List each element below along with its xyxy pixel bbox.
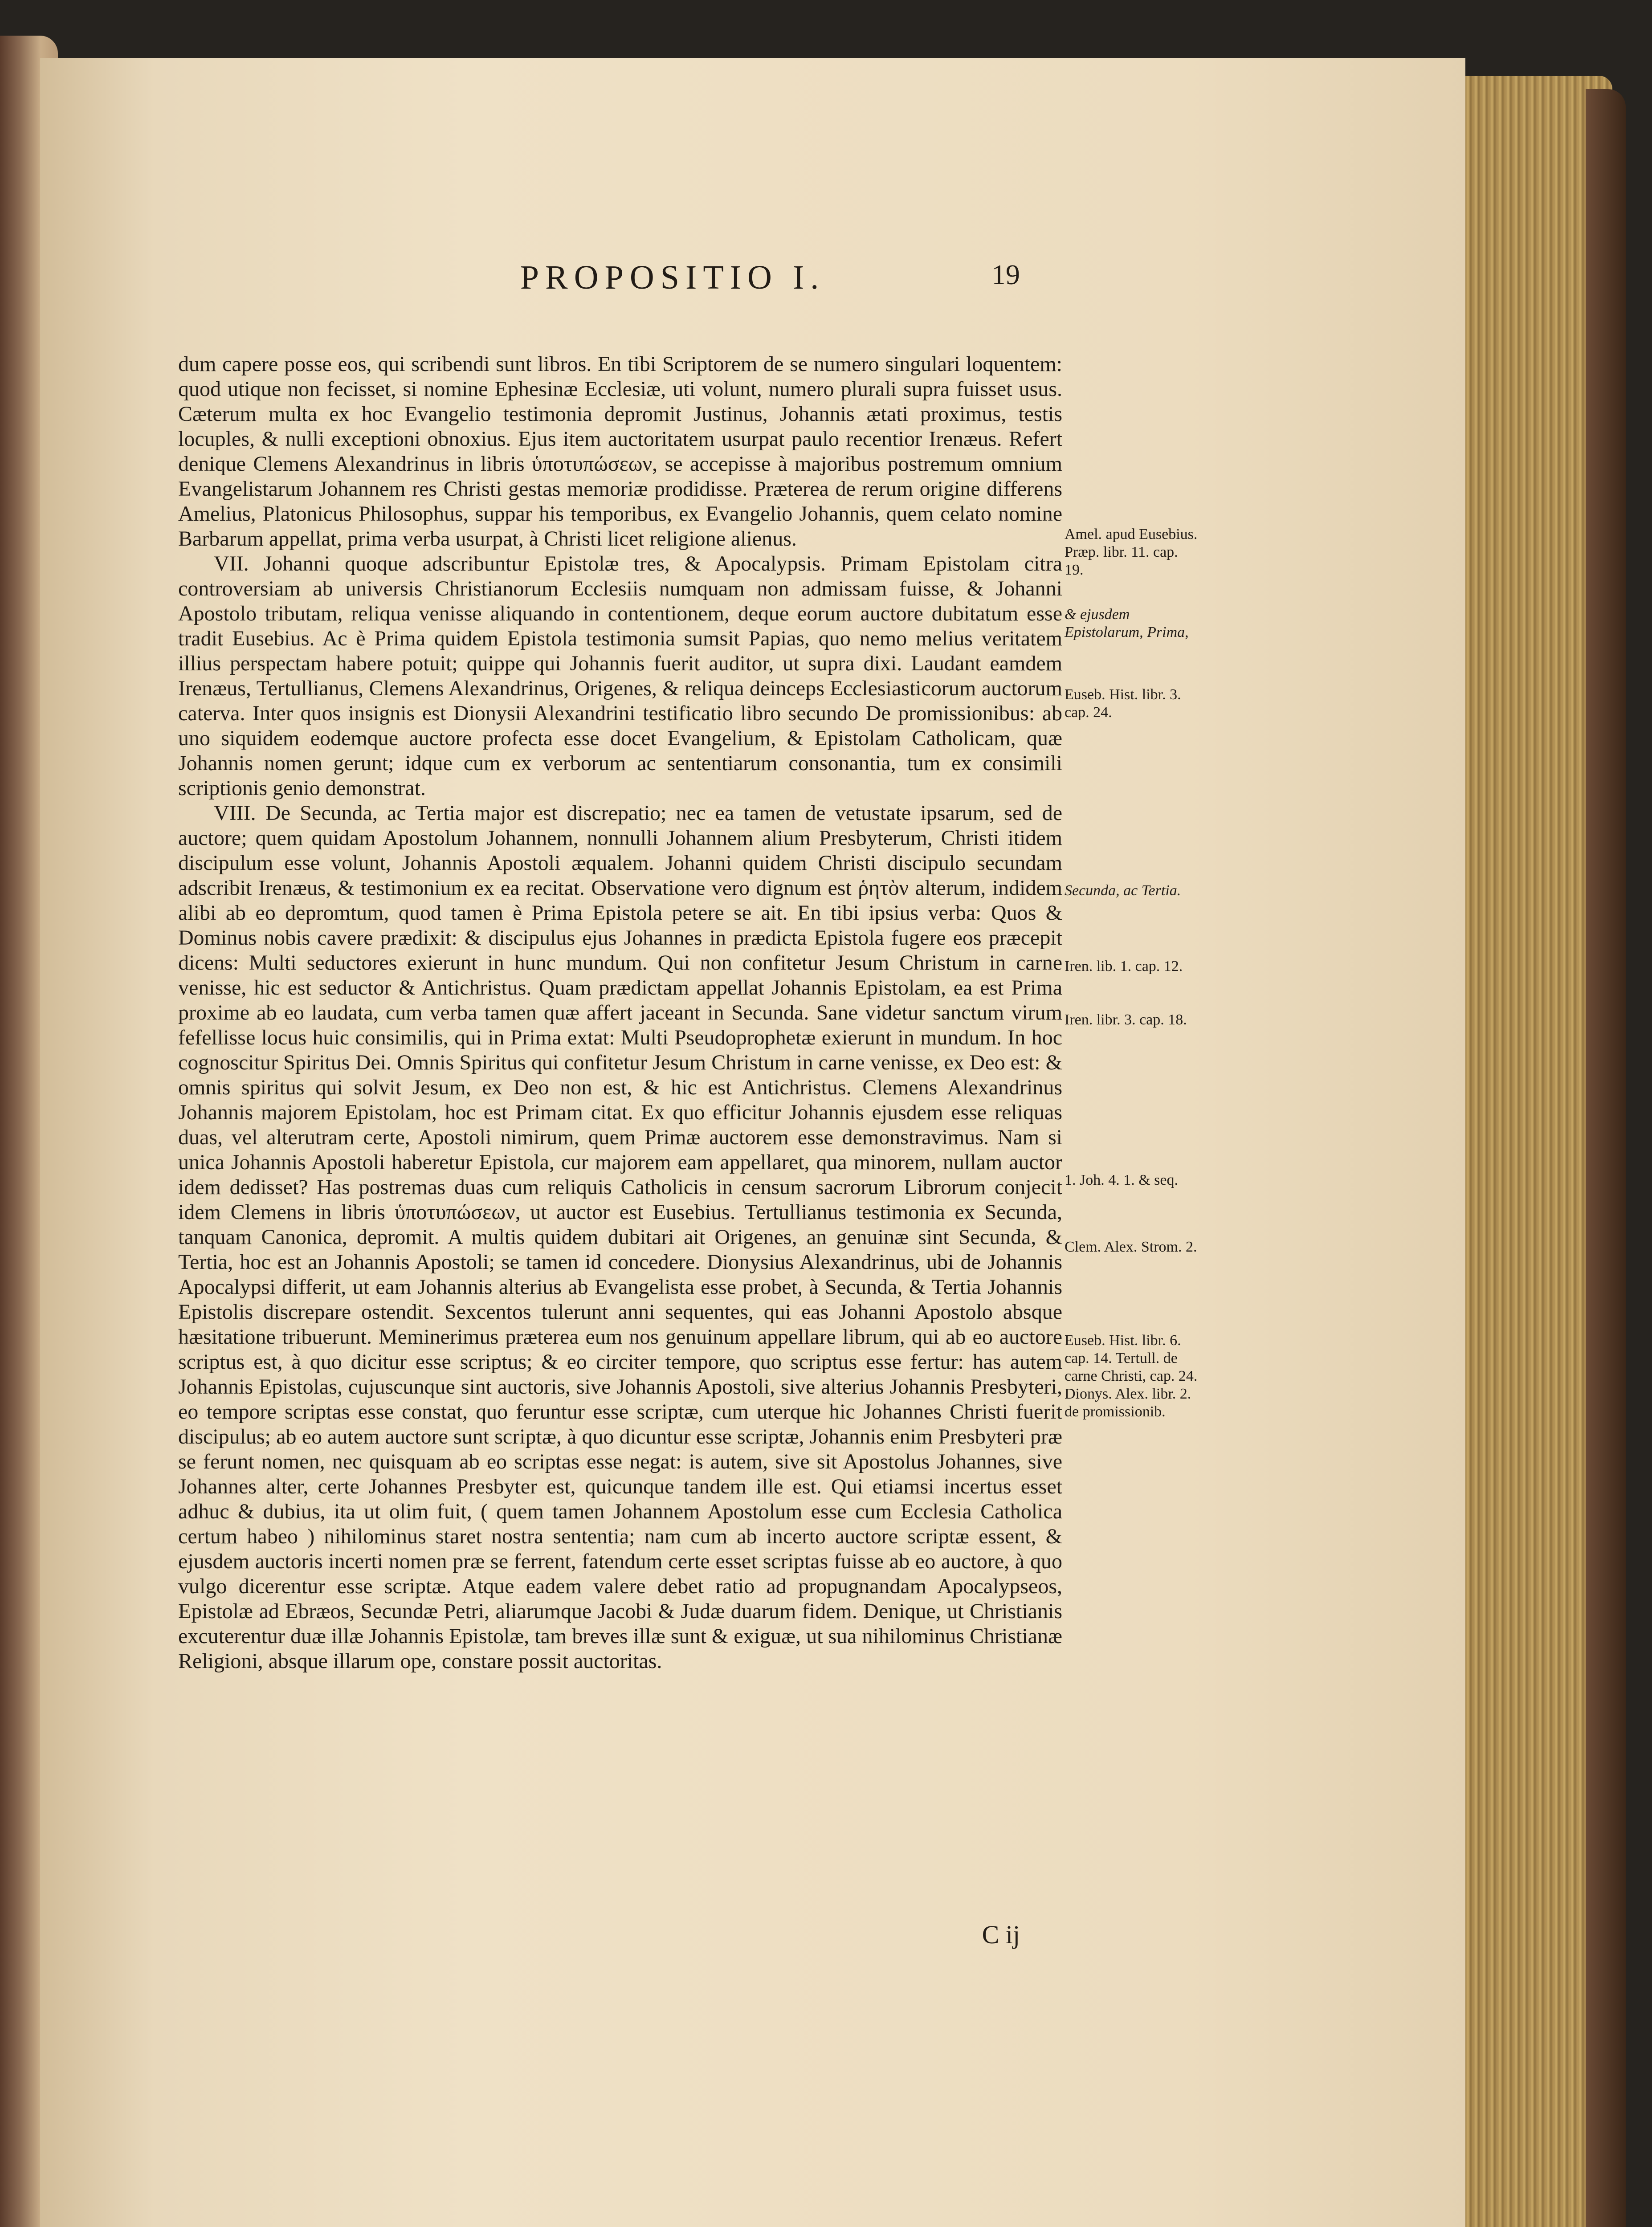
marginal-note: Iren. lib. 1. cap. 12.	[1065, 958, 1183, 975]
marginal-note: Iren. libr. 3. cap. 18.	[1065, 1012, 1187, 1028]
page-header	[40, 258, 1465, 312]
marginal-note: & ejusdem Epistolarum, Prima,	[1065, 606, 1189, 640]
page-number: 19	[991, 259, 1020, 290]
marginal-note: Euseb. Hist. libr. 6. cap. 14. Tertull. de carne Christi, cap. 24. Dionys. Alex. libr. 2. de promissionib.	[1065, 1332, 1198, 1420]
paragraph-vii: VII. Johanni quoque adscribuntur Epistolæ tres, & Apocalypsis. Primam Epistolam citra controversiam ab universis Christianorum Ecclesiis numquam non admissam fuisse, & Johanni Apostolo tributam, reliqua venisse aliquando in contentionem, deque eorum auctore dubitatum esse tradit Eusebius. Ac è Prima quidem Epistola testimonia sumsit Papias, quo nemo melius veritatem illius perspectam habere potuit; quippe qui Johannis fuerit auditor, ut supra dixi. Laudant eamdem Irenæus, Tertullianus, Clemens Alexandrinus, Origenes, & reliqua deinceps Ecclesiasticorum auctorum caterva. Inter quos insignis est Dionysii Alexandrini testificatio libro secundo De promissionibus: ab uno siquidem eodemque auctore profecta esse docet Evangelium, & Epistolam Catholicam, quæ Johannis nomen gerunt; idque cum ex verborum ac sententiarum consonantia, tum ex consimili scriptionis genio demonstrat.	[178, 552, 1062, 800]
marginal-note: Euseb. Hist. libr. 3. cap. 24.	[1065, 686, 1181, 721]
signature-mark: C ij	[982, 1920, 1020, 1949]
marginal-note: Clem. Alex. Strom. 2.	[1065, 1239, 1197, 1255]
marginal-note: Amel. apud Eusebius. Præp. libr. 11. cap. 19.	[1065, 526, 1198, 578]
marginal-note: Secunda, ac Tertia.	[1065, 882, 1181, 899]
paragraph-continued: dum capere posse eos, qui scribendi sunt libros. En tibi Scriptorem de se numero singulari loquentem: quod utique non fecisset, si nomine Ephesinæ Ecclesiæ, uti volunt, numero plurali supra fuisset usus. Cæterum multa ex hoc Evangelio testimonia depromit Justinus, Johannis ætati proximus, testis locuples, & nulli exceptioni obnoxius. Ejus item auctoritatem usurpat paulo recentior Irenæus. Refert denique Clemens Alexandrinus in libris ὑποτυπώσεων, se accepisse à majoribus postremum omnium Evangelistarum Johannem res Christi gestas memoriæ prodidisse. Præterea de rerum origine differens Amelius, Platonicus Philosophus, suppar his temporibus, ex Evangelio Johannis, quem celato nomine Barbarum appellat, prima verba usurpat, à Christi licet religione alienus.	[178, 352, 1062, 551]
book-cover-edge	[1586, 89, 1626, 2227]
running-head: PROPOSITIO I.	[520, 259, 825, 296]
paragraph-viii: VIII. De Secunda, ac Tertia major est discrepatio; nec ea tamen de vetustate ipsarum, sed de auctore; quem quidam Apostolum Johannem, nonnulli Johannem alium Presbyterum, Christi itidem discipulum esse volunt, Johannis Apostoli æqualem. Johanni quidem Christi discipulo secundam adscribit Irenæus, & testimonium ex ea recitat. Observatione vero dignum est ῥητὸν alterum, indidem alibi ab eo depromtum, quod tamen è Prima Epistola petere se ait. En tibi ipsius verba: Quos & Dominus nobis cavere prædixit: & discipulus ejus Johannes in prædicta Epistola fugere eos præcepit dicens: Multi seductores exierunt in hunc mundum. Qui non confitetur Jesum Christum in carne venisse, hic est seductor & Antichristus. Quam prædictam appellat Johannis Epistolam, ea est Prima proxime ab eo laudata, cum verba tamen quæ affert jaceant in Secunda. Sane videtur sanctum virum fefellisse locus huic consimilis, qui in Prima extat: Multi Pseudoprophetæ exierunt in mundum. In hoc cognoscitur Spiritus Dei. Omnis Spiritus qui confitetur Jesum Christum in carne venisse, ex Deo est: & omnis spiritus qui solvit Jesum, ex Deo non est, & hic est Antichristus. Clemens Alexandrinus Johannis majorem Epistolam, hoc est Primam citat. Ex quo efficitur Johannis ejusdem esse reliquas duas, vel alterutram certe, Apostoli nimirum, quem Primæ auctorem esse demonstravimus. Nam si unica Johannis Apostoli haberetur Epistola, cur majorem eam appellaret, qua minorem, nullam auctor idem dedisset? Has postremas duas cum reliquis Catholicis in censum sacrorum Librorum conjecit idem Clemens in libris ὑποτυπώσεων, ut auctor est Eusebius. Tertullianus testimonia ex Secunda, tanquam Canonica, depromit. A multis quidem dubitari ait Origenes, an genuinæ sint Secunda, & Tertia, hoc est an Johannis Apostoli; se tamen id concedere. Dionysius Alexandrinus, ubi de Johannis Apocalypsi differit, ut eam Johannis alterius ab Evangelista esse probet, à Secunda, & Tertia Johannis Epistolis discrepare ostendit. Sexcentos tulerunt anni sequentes, qui eas Johanni Apostolo absque hæsitatione tribuerunt. Meminerimus præterea eum nos genuinum appellare librum, qui ab eo auctore scriptus est, à quo dicitur esse scriptus; & eo circiter tempore, quo scriptus esse fertur: has autem Johannis Epistolas, cujuscunque sint auctoris, sive Johannis Apostoli, sive alterius Johannis Presbyteri, eo tempore scriptas esse constat, quo feruntur esse scriptæ, cum uterque hic Johannes Christi fuerit discipulus; ab eo autem auctore sunt scriptæ, à quo dicuntur esse scriptæ, Johannis enim Presbyteri præ se ferunt nomen, nec quisquam ab eo scriptas esse negat: is autem, sive sit Apostolus Johannes, sive Johannes alter, certe Johannes Presbyter est, quicunque tandem ille est. Qui etiamsi incertus esset adhuc & dubius, ita ut olim fuit, ( quem tamen Johannem Apostolum esse cum Ecclesia Catholica certum habeo ) nihilominus staret nostra sententia; nam cum ab incerto auctore scriptæ essent, & ejusdem auctoris incerti nomen præ se ferrent, fatendum certe esset scriptas fuisse ab eo auctore, à quo vulgo dicerentur esse scriptæ. Atque eadem valere debet ratio ad propugnandam Apocalypseos, Epistolæ ad Ebræos, Secundæ Petri, aliarumque Jacobi & Judæ duarum fidem. Denique, ut Christianis excuterentur duæ illæ Johannis Epistolæ, tam breves illæ sunt & exiguæ, ut sua nihilominus Christianæ Religioni, absque illarum ope, constare possit auctoritas.	[178, 801, 1062, 1673]
main-text	[178, 352, 1062, 1674]
book-page	[40, 58, 1465, 2227]
marginal-note: 1. Joh. 4. 1. & seq.	[1065, 1172, 1178, 1188]
